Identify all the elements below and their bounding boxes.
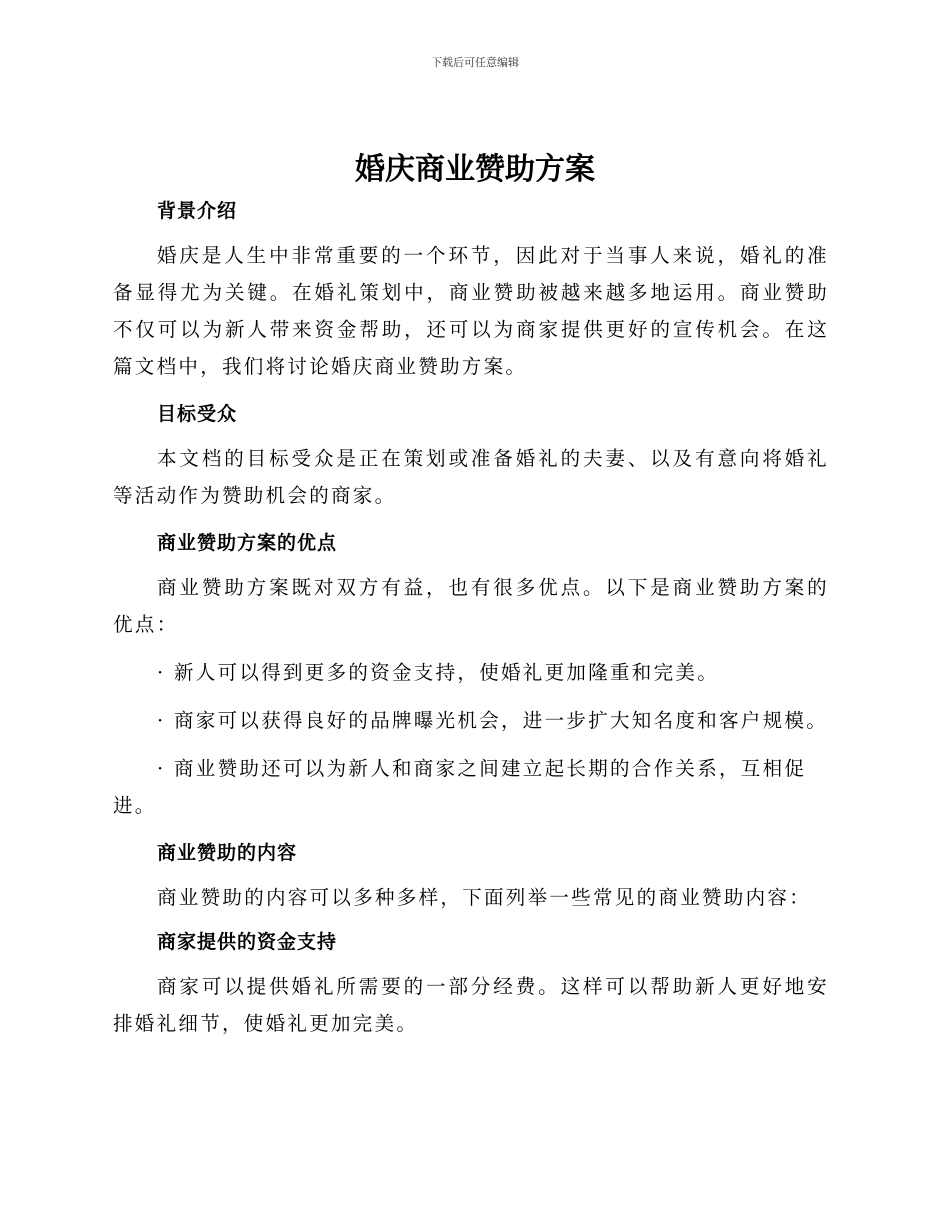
paragraph-advantages: 商业赞助方案既对双方有益，也有很多优点。以下是商业赞助方案的优点： [113,576,829,636]
bullet-item: · 商业赞助还可以为新人和商家之间建立起长期的合作关系，互相促进。 [113,757,807,817]
section-heading-funding: 商家提供的资金支持 [157,931,338,953]
page-title: 婚庆商业赞助方案 [355,152,595,187]
section-heading-background: 背景介绍 [157,200,238,222]
paragraph-funding: 商家可以提供婚礼所需要的一部分经费。这样可以帮助新人更好地安排婚礼细节，使婚礼更加完美。 [113,975,829,1035]
paragraph-content: 商业赞助的内容可以多种多样，下面列举一些常见的商业赞助内容： [157,886,812,909]
section-heading-advantages: 商业赞助方案的优点 [157,532,338,554]
bullet-item: · 商家可以获得良好的品牌曝光机会，进一步扩大知名度和客户规模。 [157,709,828,732]
document-body [113,196,829,1042]
bullet-item: · 新人可以得到更多的资金支持，使婚礼更加隆重和完美。 [157,661,719,684]
section-heading-content: 商业赞助的内容 [157,842,298,864]
paragraph-audience: 本文档的目标受众是正在策划或准备婚礼的夫妻、以及有意向将婚礼等活动作为赞助机会的商家。 [113,447,829,507]
section-heading-audience: 目标受众 [157,403,238,425]
page-header-note: 下载后可任意编辑 [431,56,519,69]
paragraph-background: 婚庆是人生中非常重要的一个环节，因此对于当事人来说，婚礼的准备显得尤为关键。在婚礼策划中，商业赞助被越来越多地运用。商业赞助不仅可以为新人带来资金帮助，还可以为商家提供更好的宣传机会。在这篇文档中，我们将讨论婚庆商业赞助方案。 [113,244,829,378]
